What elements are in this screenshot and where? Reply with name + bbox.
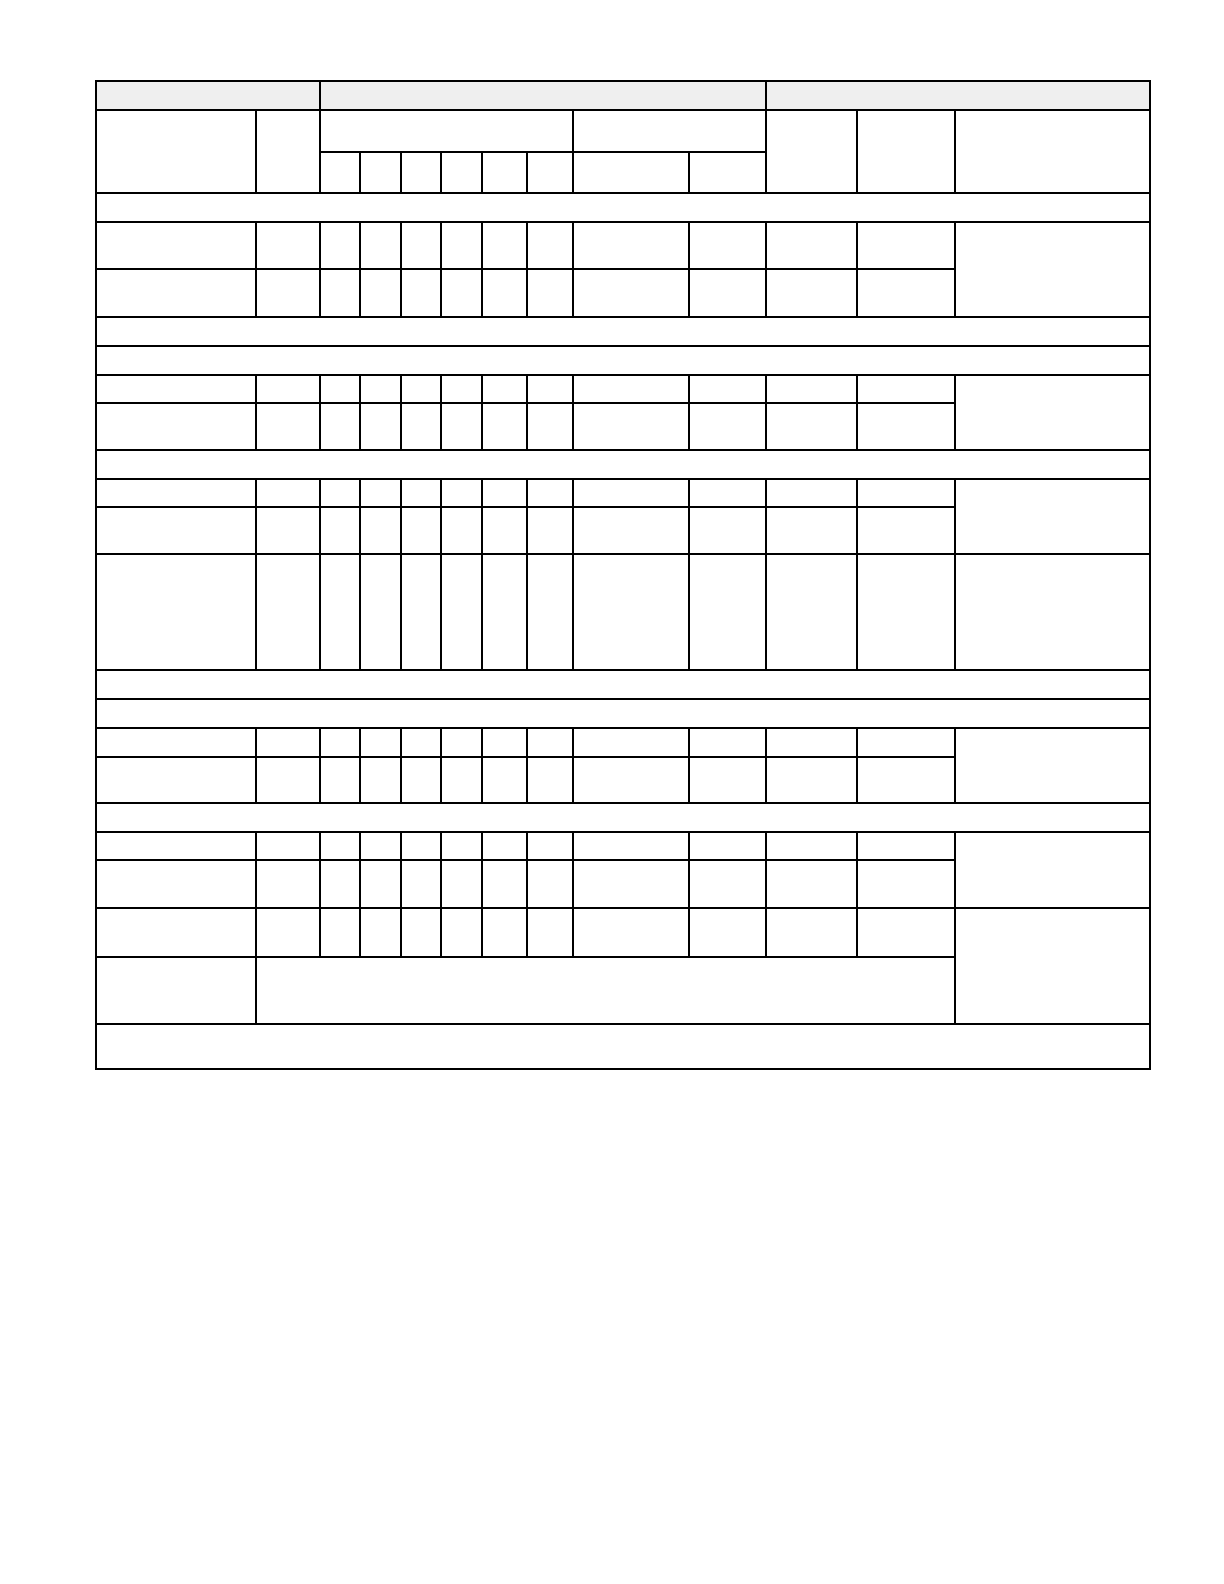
group2-columns	[256, 375, 955, 450]
table-frame	[96, 81, 1150, 1069]
grid-lines	[96, 81, 1150, 1069]
group4-columns	[256, 728, 955, 803]
header-bar	[96, 81, 1150, 110]
row-rules	[96, 110, 1150, 1024]
group5-columns	[256, 832, 857, 957]
